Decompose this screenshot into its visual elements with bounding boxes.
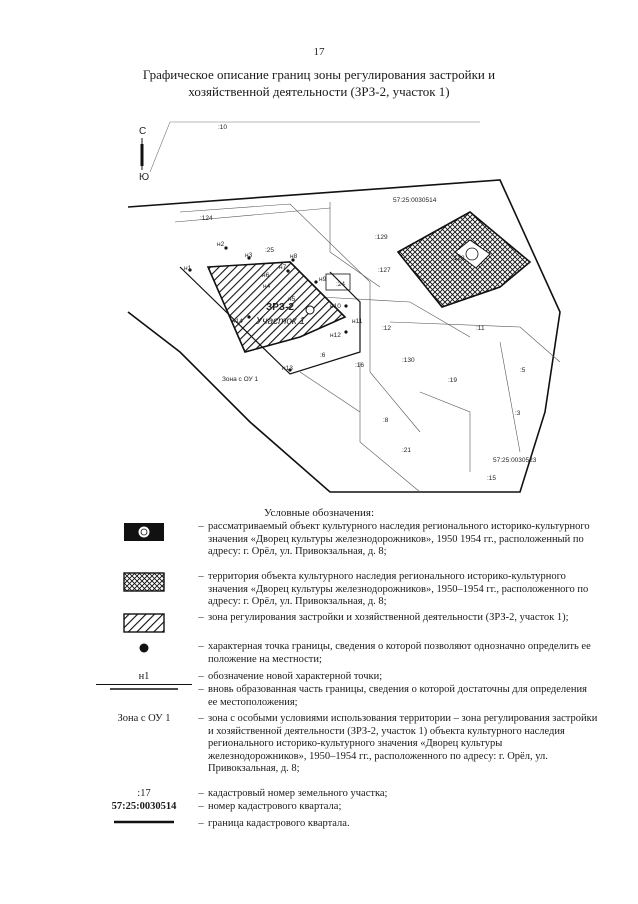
legend-text: вновь образованная часть границы, сведения о которой достаточны для определения ее местоположения; bbox=[208, 684, 587, 708]
point-label: н4 bbox=[263, 283, 271, 290]
quarter-boundary bbox=[128, 180, 560, 492]
parcel-number-symbol: :17 bbox=[137, 788, 151, 799]
point-label: н14 bbox=[232, 318, 243, 325]
title-line-2: хозяйственной деятельности (ЗРЗ-2, участок 1) bbox=[188, 84, 450, 99]
parcel-label: :16 bbox=[355, 362, 365, 369]
new-point-symbol: н1 bbox=[96, 671, 192, 685]
page-number: 17 bbox=[313, 46, 325, 58]
parcel-label: :12 bbox=[382, 325, 392, 332]
parcel-label: :130 bbox=[402, 357, 415, 364]
quarter-number-symbol: 57:25:0030514 bbox=[111, 801, 177, 812]
zone-sublabel: Участок 1 bbox=[256, 316, 305, 327]
parcel-label: :124 bbox=[200, 215, 213, 222]
boundary-map bbox=[0, 112, 638, 497]
parcel-label: :10 bbox=[218, 124, 228, 131]
parcel-label: :25 bbox=[265, 247, 275, 254]
point-label: н6 bbox=[262, 272, 270, 279]
boundary-line-symbol bbox=[96, 684, 192, 694]
north-label: С bbox=[139, 126, 147, 137]
legend-text: зона регулирования застройки и хозяйственной деятельности (ЗРЗ-2, участок 1); bbox=[208, 612, 569, 623]
parcel-label: :19 bbox=[448, 377, 458, 384]
object-symbol bbox=[96, 521, 192, 543]
north-arrow bbox=[139, 126, 149, 183]
parcel-label: :129 bbox=[375, 234, 388, 241]
zone-symbol bbox=[96, 612, 192, 634]
parcel-label: :24 bbox=[336, 281, 346, 288]
quarter-label: 57:25:0030514 bbox=[393, 197, 437, 204]
parcel-label: :6 bbox=[320, 352, 326, 359]
point-symbol bbox=[96, 641, 192, 655]
parcel-label: :127 bbox=[378, 267, 391, 274]
point-label: н11 bbox=[352, 318, 363, 325]
point-label: н1 bbox=[184, 265, 192, 272]
parcel-label: :21 bbox=[402, 447, 412, 454]
parcel-label: :3 bbox=[515, 410, 521, 417]
legend-text: кадастровый номер земельного участка; bbox=[208, 788, 388, 799]
title-line-1: Графическое описание границ зоны регулирования застройки и bbox=[142, 67, 496, 82]
legend-heading: Условные обозначения: bbox=[263, 507, 375, 519]
legend-text: граница кадастрового квартала. bbox=[208, 818, 350, 829]
parcel-label: :5 bbox=[520, 367, 526, 374]
zone-label: ЗРЗ-2 bbox=[266, 302, 294, 313]
point-label: н2 bbox=[217, 241, 225, 248]
zone-marker bbox=[306, 306, 314, 314]
legend-text: номер кадастрового квартала; bbox=[208, 801, 342, 812]
zone-ou-label: Зона с ОУ 1 bbox=[222, 376, 259, 383]
point-label: н7 bbox=[279, 264, 287, 271]
legend-text: зона с особыми условиями использования территории – зона регулирования застройки и хозяйственной деятельности (ЗРЗ-2, участок 1) объекта культурного наследия регионального историко-культурного значения «Дворец культуры железнодорожников», 1950–1954 гг., расположенного по адресу: г. Орёл, ул. Привокзальная, д. 8; bbox=[208, 713, 598, 774]
parcel-line bbox=[150, 122, 170, 172]
parcel-label: :8 bbox=[383, 417, 389, 424]
point-label: н8 bbox=[290, 253, 298, 260]
page-title bbox=[0, 66, 638, 100]
south-label: Ю bbox=[139, 172, 150, 183]
parcel-label: :128 bbox=[452, 255, 465, 262]
legend-text: рассматриваемый объект культурного наследия регионального историко-культурного значения «Дворец культуры железнодорожников», 1950 1954 гг., расположенный по адресу: г. Орёл, ул. Привокзальная, д. 8; bbox=[208, 521, 590, 557]
point-label: н12 bbox=[330, 332, 341, 339]
parcel-label: :11 bbox=[476, 325, 485, 332]
point-label: н3 bbox=[245, 252, 253, 259]
parcel-label: :15 bbox=[487, 475, 497, 482]
legend-text: территория объекта культурного наследия регионального историко-культурного значения «Дворец культуры железнодорожников», 1950–1954 гг., расположенного по адресу: г. Орёл, ул. Привокзальная, д. 8; bbox=[208, 571, 589, 607]
territory-symbol bbox=[96, 571, 192, 593]
legend-text: характерная точка границы, сведения о которой позволяют однозначно определить ее положение на местности; bbox=[208, 641, 591, 665]
zone-ou-symbol: Зона с ОУ 1 bbox=[117, 713, 171, 724]
quarter-boundary-symbol bbox=[96, 818, 192, 826]
point-label: н10 bbox=[330, 303, 341, 310]
point-label: н5 bbox=[288, 296, 296, 303]
quarter-label: 57:25:0030523 bbox=[493, 457, 537, 464]
point-label: н9 bbox=[319, 276, 327, 283]
point-label: н13 bbox=[282, 365, 293, 372]
legend-text: обозначение новой характерной точки; bbox=[208, 671, 383, 682]
